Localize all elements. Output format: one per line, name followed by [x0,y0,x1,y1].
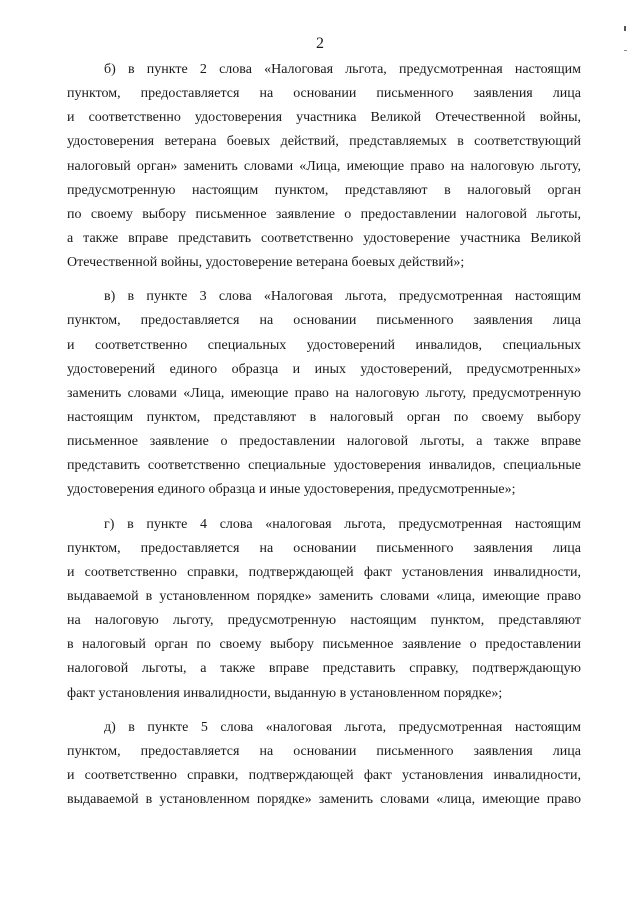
text-line: и соответственно специальных удостоверений инвалидов, специальных [67,337,581,353]
text-line: в налоговый орган по своему выбору письменное заявление о предоставлении [67,637,581,653]
text-line: выдаваемой в установленном порядке» заменить словами «лица, имеющие право [67,792,581,808]
text-line: пунктом, предоставляется на основании письменного заявления лица [67,540,581,556]
text-line: пунктом, предоставляется на основании письменного заявления лица [67,313,581,329]
text-line: по своему выбору письменное заявление о предоставлении налоговой льготы, [67,206,581,222]
text-line: предусмотренную настоящим пунктом, представляют в налоговый орган [67,182,581,198]
text-line: в) в пункте 3 слова «Налоговая льгота, предусмотренная настоящим [104,289,581,305]
text-line: пунктом, предоставляется на основании письменного заявления лица [67,86,581,102]
text-line: и соответственно удостоверения участника Великой Отечественной войны, [67,110,581,126]
text-line: и соответственно справки, подтверждающей факт установления инвалидности, [67,767,581,783]
text-line: письменное заявление о предоставлении налоговой льготы, а также вправе [67,434,581,450]
text-line: налоговый орган» заменить словами «Лица, имеющие право на налоговую льготу, [67,158,581,174]
page-number: 2 [316,35,324,52]
text-line: пунктом, предоставляется на основании письменного заявления лица [67,743,581,759]
text-line: г) в пункте 4 слова «налоговая льгота, предусмотренная настоящим [104,516,581,532]
paragraph-item-b [67,58,581,275]
text-line: факт установления инвалидности, выданную в установленном порядке»; [67,685,503,701]
text-line: представить соответственно специальные удостоверения инвалидов, специальные [67,458,581,474]
text-line: и соответственно справки, подтверждающей факт установления инвалидности, [67,564,581,580]
paragraph-item-d [67,716,581,813]
text-line: б) в пункте 2 слова «Налоговая льгота, предусмотренная настоящим [104,62,581,77]
text-line: настоящим пунктом, представляют в налоговый орган по своему выбору [67,409,581,425]
text-line: а также вправе представить соответственно удостоверение участника Великой [67,230,581,246]
text-line: налоговой льготы, а также вправе представить справку, подтверждающую [67,661,581,677]
document-body [67,58,581,812]
text-line: на налоговую льготу, предусмотренную настоящим пунктом, представляют [67,613,581,629]
text-line: удостоверения ветерана боевых действий, представляемых в соответствующий [67,134,581,150]
text-line: удостоверения единого образца и иные удостоверения, предусмотренные»; [67,482,516,498]
text-line: д) в пункте 5 слова «налоговая льгота, предусмотренная настоящим [104,719,581,735]
text-line: Отечественной войны, удостоверение ветерана боевых действий»; [67,255,465,271]
text-line: выдаваемой в установленном порядке» заменить словами «лица, имеющие право [67,588,581,604]
text-line: удостоверений единого образца и иных удостоверений, предусмотренных» [67,361,581,377]
scan-edge-mark [624,26,626,31]
text-line: заменить словами «Лица, имеющие право на налоговую льготу, предусмотренную [67,385,581,401]
paragraph-item-g [67,513,581,706]
scan-edge-mark [624,50,627,51]
paragraph-item-v [67,285,581,502]
